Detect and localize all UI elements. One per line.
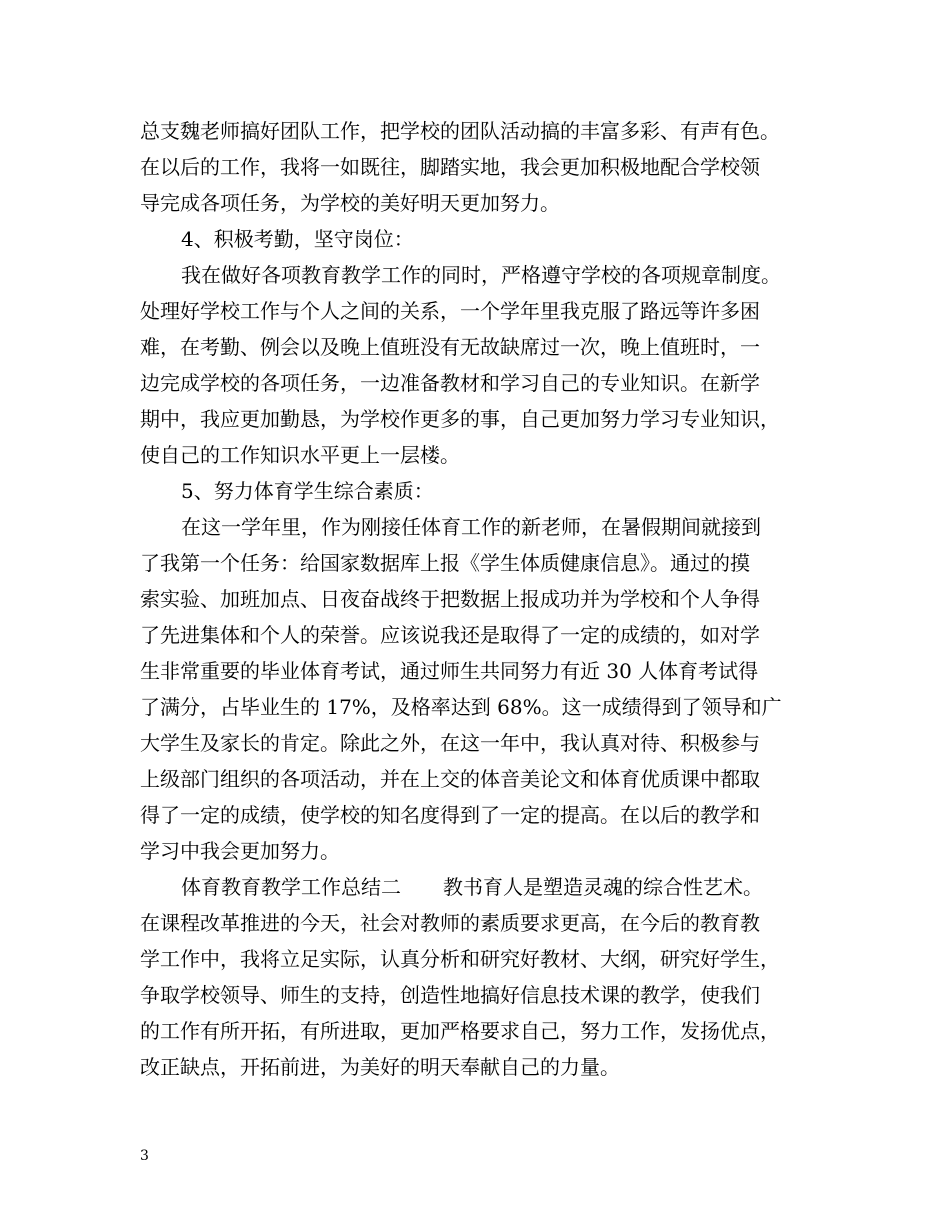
section-title: 体育教育教学工作总结二 [181,875,401,899]
title-line [140,869,830,905]
text-line: 在课程改革推进的今天，社会对教师的素质要求更高，在今后的教育教 [140,911,760,935]
section-heading: 5、努力体育学生综合素质： [181,479,434,503]
text-line: 争取学校领导、师生的支持，创造性地搞好信息技术课的教学，使我们 [140,983,760,1007]
text-line: 在以后的工作，我将一如既往，脚踏实地，我会更加积极地配合学校领 [140,155,760,179]
text-line: 期中，我应更加勤恳，为学校作更多的事，自己更加努力学习专业知识， [140,407,780,431]
text-line: 导完成各项任务，为学校的美好明天更加努力。 [140,191,560,215]
text-line: 得了一定的成绩，使学校的知名度得到了一定的提高。在以后的教学和 [140,803,760,827]
text-line: 难，在考勤、例会以及晚上值班没有无故缺席过一次，晚上值班时，一 [140,335,760,359]
text-line: 使自己的工作知识水平更上一层楼。 [140,443,460,467]
text-line: 我在做好各项教育教学工作的同时，严格遵守学校的各项规章制度。 [181,263,781,287]
text-line: 教书育人是塑造灵魂的综合性艺术。 [443,875,763,899]
text-line: 学习中我会更加努力。 [140,839,340,863]
body-text [140,113,830,1085]
text-line: 生非常重要的毕业体育考试，通过师生共同努力有近 30 人体育考试得 [140,659,759,683]
page-number: 3 [140,1148,149,1164]
text-line: 上级部门组织的各项活动，并在上交的体音美论文和体育优质课中都取 [140,767,760,791]
text-line: 大学生及家长的肯定。除此之外，在这一年中，我认真对待、积极参与 [140,731,760,755]
text-line: 了满分，占毕业生的 17%，及格率达到 68%。这一成绩得到了领导和广 [140,695,782,719]
text-line: 了先进集体和个人的荣誉。应该说我还是取得了一定的成绩的，如对学 [140,623,760,647]
text-line: 索实验、加班加点、日夜奋战终于把数据上报成功并为学校和个人争得 [140,587,760,611]
text-line: 了我第一个任务：给国家数据库上报《学生体质健康信息》。通过的摸 [140,551,750,575]
text-line: 处理好学校工作与个人之间的关系，一个学年里我克服了路远等许多困 [140,299,760,323]
text-line: 学工作中，我将立足实际，认真分析和研究好教材、大纲，研究好学生， [140,947,780,971]
text-line: 在这一学年里，作为刚接任体育工作的新老师，在暑假期间就接到 [181,515,761,539]
section-heading: 4、积极考勤，坚守岗位： [181,227,414,251]
text-line: 的工作有所开拓，有所进取，更加严格要求自己，努力工作，发扬优点， [140,1019,780,1043]
text-line: 总支魏老师搞好团队工作，把学校的团队活动搞的丰富多彩、有声有色。 [140,119,780,143]
text-line: 边完成学校的各项任务，一边准备教材和学习自己的专业知识。在新学 [140,371,760,395]
text-line: 改正缺点，开拓前进，为美好的明天奉献自己的力量。 [140,1055,620,1079]
